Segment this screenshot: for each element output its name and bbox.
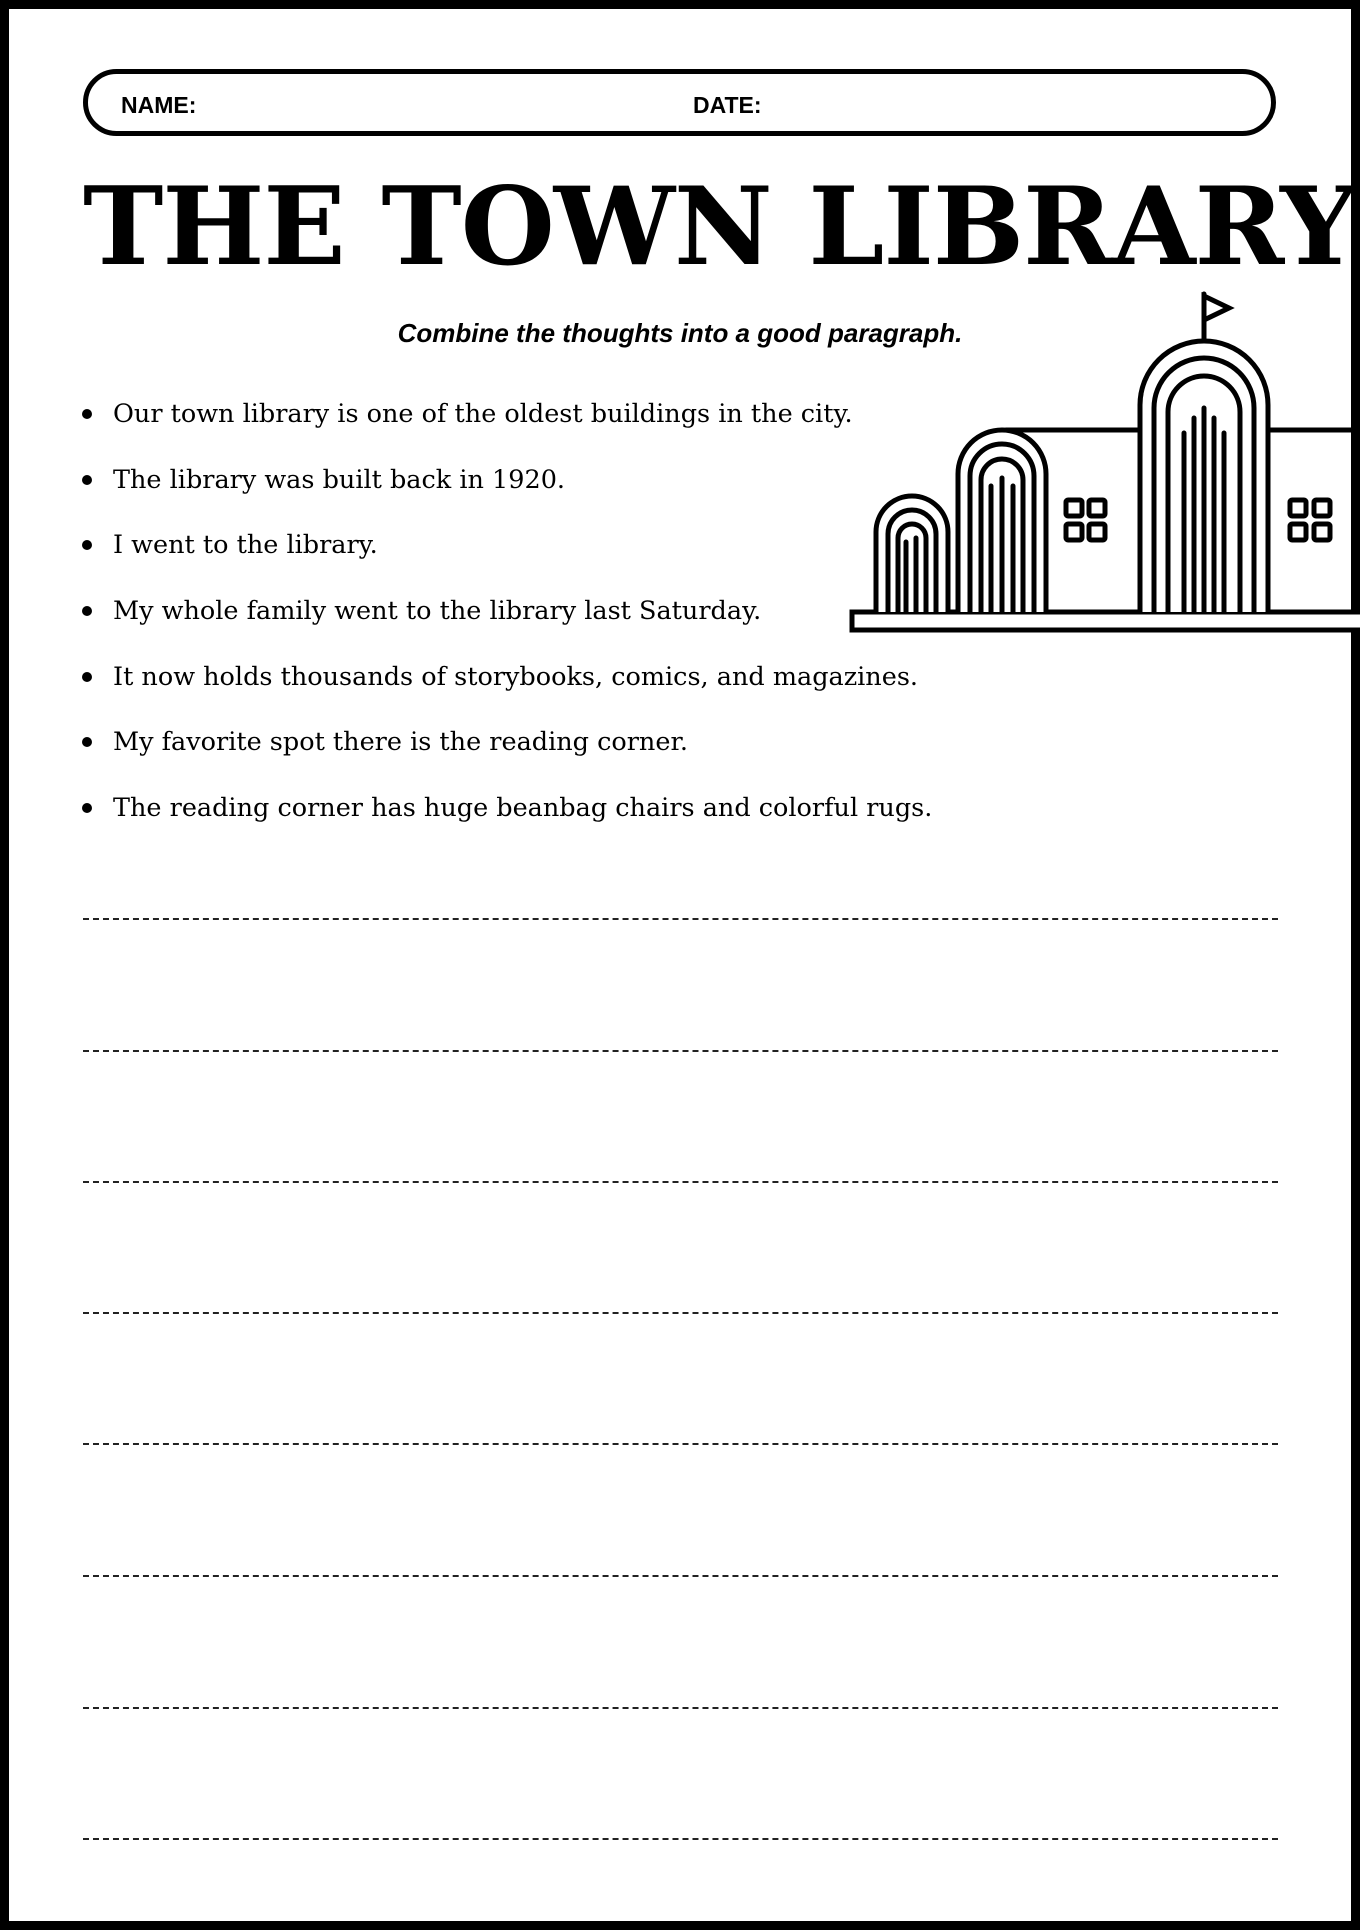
instruction-text: Combine the thoughts into a good paragraph. bbox=[397, 318, 963, 348]
thought-text: The reading corner has huge beanbag chairs and colorful rugs. bbox=[113, 793, 933, 824]
thought-text: It now holds thousands of storybooks, comics, and magazines. bbox=[113, 661, 919, 692]
thought-text: My favorite spot there is the reading corner. bbox=[113, 727, 688, 758]
name-date-header bbox=[83, 69, 1276, 136]
list-item bbox=[82, 718, 932, 784]
thought-text: The library was built back in 1920. bbox=[113, 464, 566, 495]
date-label: DATE: bbox=[693, 92, 762, 118]
writing-line[interactable] bbox=[83, 918, 1278, 920]
thought-text: My whole family went to the library last Saturday. bbox=[113, 596, 762, 627]
list-item bbox=[82, 390, 932, 456]
writing-line[interactable] bbox=[83, 1050, 1278, 1052]
bullet-icon bbox=[82, 672, 92, 682]
writing-line[interactable] bbox=[83, 1575, 1278, 1577]
bullet-icon bbox=[82, 737, 92, 747]
worksheet-title: THE TOWN LIBRARY bbox=[83, 164, 1357, 290]
bullet-icon bbox=[82, 409, 92, 419]
thoughts-list bbox=[82, 390, 932, 850]
writing-line[interactable] bbox=[83, 1181, 1278, 1183]
list-item bbox=[82, 653, 932, 719]
thought-text: Our town library is one of the oldest buildings in the city. bbox=[113, 399, 853, 429]
list-item bbox=[82, 521, 932, 587]
list-item bbox=[82, 456, 932, 522]
writing-line[interactable] bbox=[83, 1838, 1278, 1840]
name-label: NAME: bbox=[121, 92, 197, 118]
writing-line[interactable] bbox=[83, 1312, 1278, 1314]
bullet-icon bbox=[82, 606, 92, 616]
thought-text: I went to the library. bbox=[113, 530, 378, 561]
bullet-icon bbox=[82, 475, 92, 485]
bullet-icon bbox=[82, 803, 92, 813]
writing-line[interactable] bbox=[83, 1707, 1278, 1709]
list-item bbox=[82, 587, 932, 653]
list-item bbox=[82, 784, 932, 850]
writing-line[interactable] bbox=[83, 1443, 1278, 1445]
bullet-icon bbox=[82, 540, 92, 550]
